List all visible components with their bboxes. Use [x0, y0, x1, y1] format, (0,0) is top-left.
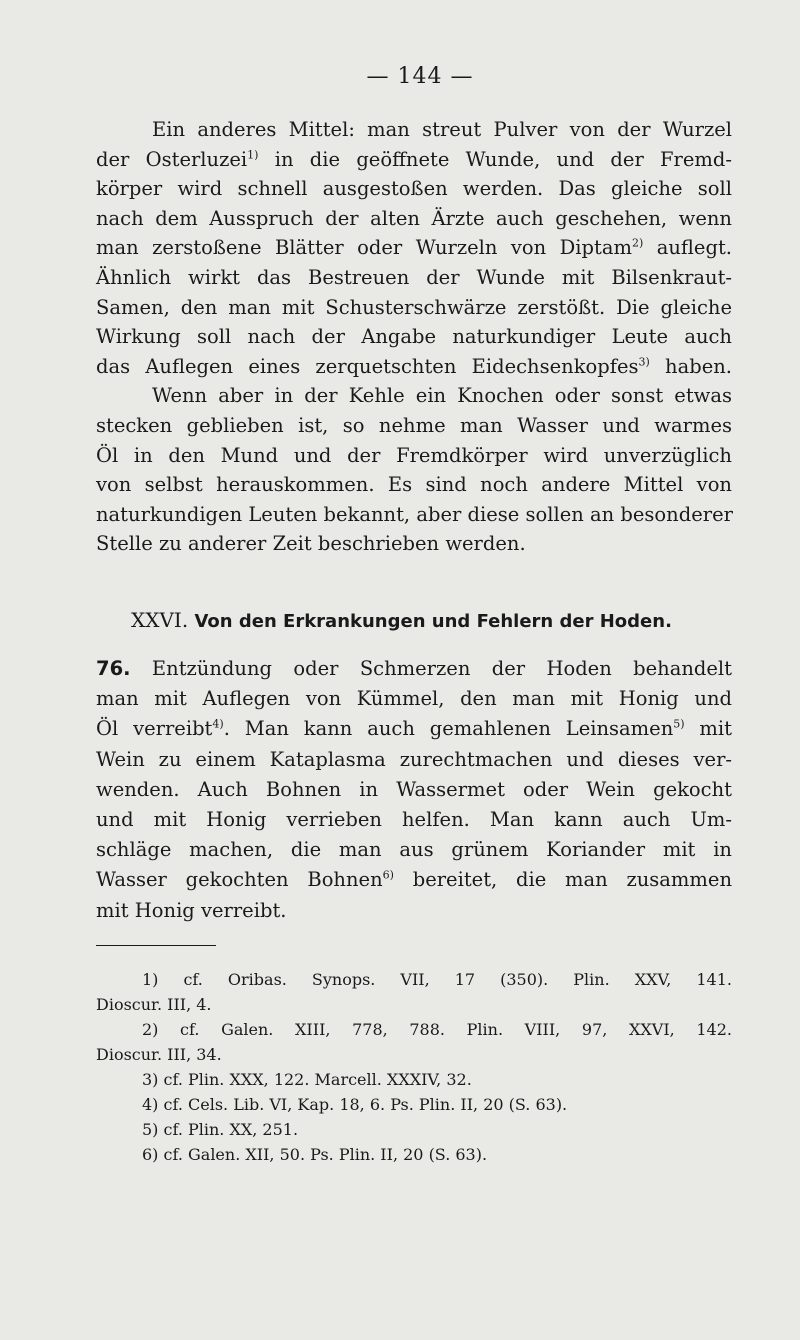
footnote-line: 6) cf. Galen. XII, 50. Ps. Plin. II, 20 (S. 63).	[142, 1145, 488, 1164]
text-line: Ähnlich wirkt das Bestreuen der Wunde mit Bilsenkraut-	[96, 265, 732, 289]
section-title: Von den Erkrankungen und Fehlern der Hoden.	[194, 611, 672, 632]
text-line: Wein zu einem Kataplasma zurechtmachen und dieses ver-	[96, 747, 732, 771]
footnote-ref: 6)	[382, 868, 394, 882]
body-text	[96, 115, 732, 559]
text-line: und mit Honig verrieben helfen. Man kann auch Um-	[96, 808, 732, 832]
text-line: Ein anderes Mittel: man streut Pulver von der Wurzel	[152, 118, 732, 141]
footnote-line: 2) cf. Galen. XIII, 778, 788. Plin. VIII, 97, XXVI, 142.	[142, 1020, 732, 1039]
paragraph-number: 76.	[96, 657, 131, 680]
footnote-line: 3) cf. Plin. XXX, 122. Marcell. XXXIV, 32.	[142, 1070, 472, 1089]
text-line: von selbst herauskommen. Es sind noch andere Mittel von	[96, 473, 732, 497]
text-line: man mit Auflegen von Kümmel, den man mit Honig und	[96, 687, 732, 711]
footnotes	[96, 967, 732, 1167]
footnote-ref: 4)	[212, 717, 224, 731]
text-line: nach dem Ausspruch der alten Ärzte auch geschehen, wenn	[96, 206, 732, 230]
text-line: 76. Entzündung oder Schmerzen der Hoden behandelt	[96, 657, 732, 680]
footnote-ref: 2)	[631, 236, 644, 250]
text-line: mit Honig verreibt.	[96, 898, 287, 922]
footnote-line: 4) cf. Cels. Lib. VI, Kap. 18, 6. Ps. Plin. II, 20 (S. 63).	[142, 1095, 568, 1114]
text-line: stecken geblieben ist, so nehme man Wasser und warmes	[96, 413, 732, 437]
footnote-ref: 1)	[247, 148, 259, 162]
text-line: Wenn aber in der Kehle ein Knochen oder sonst etwas	[152, 384, 732, 408]
footnote-line: 1) cf. Oribas. Synops. VII, 17 (350). Plin. XXV, 141.	[142, 970, 732, 989]
text-line: der Osterluzei$^{1)}$ in die geöffnete Wunde, und der Fremd-	[96, 147, 732, 171]
text-line: Öl in den Mund und der Fremdkörper wird unverzüglich	[96, 443, 732, 467]
footnote-ref: 3)	[638, 355, 650, 369]
text-line: Stelle zu anderer Zeit beschrieben werden.	[96, 532, 526, 556]
section-heading	[131, 608, 731, 632]
footnote-line: Dioscur. III, 34.	[96, 1045, 222, 1064]
text-line: Samen, den man mit Schusterschwärze zerstößt. Die gleiche	[96, 295, 732, 319]
footnote-line: Dioscur. III, 4.	[96, 995, 212, 1014]
text-line: das Auflegen eines zerquetschten Eidechsenkopfes$^{3)}$ haben.	[96, 354, 732, 378]
text-line: Wasser gekochten Bohnen$^{6)}$ bereitet, die man zusammen	[96, 868, 732, 892]
footnote-ref: 5)	[673, 717, 685, 731]
text-line: körper wird schnell ausgestoßen werden. Das gleiche soll	[96, 177, 732, 201]
footnote-divider	[96, 945, 216, 946]
text-line: schläge machen, die man aus grünem Koriander mit in	[96, 838, 732, 862]
footnote-line: 5) cf. Plin. XX, 251.	[142, 1120, 299, 1139]
text-line: man zerstoßene Blätter oder Wurzeln von Diptam$^{2)}$ auflegt.	[96, 236, 732, 260]
section-number: XXVI.	[131, 608, 189, 632]
page-number: — 144 —	[366, 64, 474, 89]
section-text	[96, 654, 732, 926]
text-line: Öl verreibt$^{4)}$. Man kann auch gemahlenen Leinsamen$^{5)}$ mit	[96, 717, 732, 741]
text-line: wenden. Auch Bohnen in Wassermet oder Wein gekocht	[96, 777, 732, 801]
text-line: Wirkung soll nach der Angabe naturkundiger Leute auch	[96, 325, 732, 349]
text-line: naturkundigen Leuten bekannt, aber diese sollen an besonderer	[96, 502, 733, 526]
